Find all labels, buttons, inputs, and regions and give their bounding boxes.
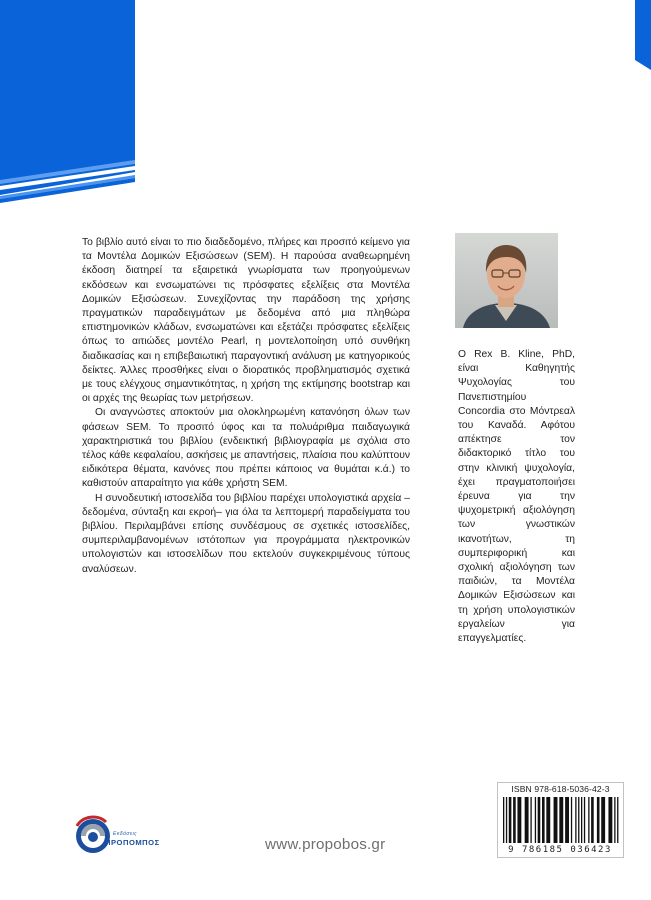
barcode-bar	[535, 797, 536, 843]
barcode-bars	[503, 797, 620, 847]
blurb-paragraph-2: Οι αναγνώστες αποκτούν μια ολοκληρωμένη κατανόηση όλων των φάσεων SEM. Το προσιτό ύφος και τα πολυάριθμα παιδαγωγικά χαρακτηριστικά του βιβλίου (ενδεικτική βιβλιογραφία με σχόλια στο τέλος κάθε κεφαλαίου, ασκήσεις με απαντήσεις, πλαίσια που καλύπτουν ειδικότερα θέματα, κανόνες που πρέπει κάποιος να θυμάται κ.ά.) το καθιστούν απαραίτητο για κάθε χρήστη SEM.	[82, 407, 410, 490]
back-cover-blurb	[82, 236, 410, 577]
barcode-bar	[525, 797, 529, 843]
barcode-bar	[617, 797, 618, 843]
barcode-bar	[597, 797, 600, 843]
top-right-blue-strip	[635, 0, 651, 70]
blurb-paragraph-3: Η συνοδευτική ιστοσελίδα του βιβλίου παρέχει υπολογιστικά αρχεία –δεδομένα, σύνταξη και εκροή– για όλα τα λεπτομερή παραδείγματα του βιβλίου. Περιλαμβάνει επίσης συνδέσμους σε σχετικές ιστοσελίδες, συμπεριλαμβανομένων ιστότοπων για προγράμματα ηλεκτρονικών υπολογιστών και ιστοσελίδων που εκτελούν συγκεκριμένους τύπους αναλύσεων.	[82, 492, 410, 575]
barcode-bar	[588, 797, 589, 843]
barcode-bar	[614, 797, 615, 843]
barcode-bar	[530, 797, 531, 843]
barcode-bar	[608, 797, 612, 843]
barcode-bar	[584, 797, 585, 843]
barcode-bar	[559, 797, 563, 843]
publisher-name: ΠΡΟΠΟΜΠΟΣ	[105, 838, 160, 847]
blurb-paragraph-1: Το βιβλίο αυτό είναι το πιο διαδεδομένο, πλήρες και προσιτό κείμενο για τα Μοντέλα Δομικών Εξισώσεων (SEM). Η παρούσα αναθεωρημένη έκδοση διατηρεί τα εξαιρετικά γνωρίσματα των προηγούμενων εκδόσεων και ενσωματώνει τις πρόσφατες εξελίξεις στα Μοντέλα Δομικών Εξισώσεων. Συνεχίζοντας την παράδοση της χρήσης πραγματικών παραδειγμάτων με δεδομένα από μια πληθώρα επιστημονικών κλάδων, ενσωματώνει και εξετάζει πρόσφατες εξελίξεις όπως το αιτιώδες μοντέλο Pearl, η μοντελοποίηση υπό συνθήκη διαδικασίας και η επιβεβαιωτική παραγοντική ανάλυση με κατηγορικούς δείκτες. Άλλες προσθήκες είναι ο διορατικός προβληματισμός σχετικά με τους ελέγχους σημαντικότητας, η χρήση της εκτίμησης bootstrap και οι αρχές της θεωρίας των μετρήσεων.	[82, 237, 410, 405]
barcode-bar	[509, 797, 512, 843]
barcode-bar	[601, 797, 605, 843]
barcode-bar	[513, 797, 516, 843]
barcode-bar	[538, 797, 541, 843]
author-bio: Ο Rex B. Kline, PhD, είναι Καθηγητής Ψυχολογίας του Πανεπιστημίου Concordia στο Μόντρεαλ του Καναδά. Αφότου απέκτησε τον διδακτορικό τίτλο του στην κλινική ψυχολογία, έχει πραγματοποιήσει έρευνα για την ψυχομετρική αξιολόγηση των γνωστικών ικανοτήτων, τη συμπεριφορική και σχολική αξιολόγηση των παιδιών, τα Μοντέλα Δομικών Εξισώσεων και τη χρήση υπολογιστικών εργαλείων για επαγγελματίες.	[458, 349, 575, 645]
barcode-bar	[554, 797, 558, 843]
barcode-bar	[591, 797, 594, 843]
barcode-bar	[517, 797, 521, 843]
barcode-bar	[578, 797, 579, 843]
barcode-bar	[506, 797, 507, 843]
barcode-bar	[571, 797, 572, 843]
barcode-bar	[546, 797, 550, 843]
barcode-bar	[565, 797, 569, 843]
barcode-bar	[575, 797, 576, 843]
author-photo	[455, 233, 558, 328]
barcode-digits: 9 786185 036423	[508, 845, 612, 855]
barcode-bar	[503, 797, 504, 843]
barcode-bar	[542, 797, 545, 843]
isbn-number: ISBN 978-618-5036-42-3	[511, 784, 610, 794]
publisher-subtitle: Εκδόσεις	[113, 831, 138, 837]
publisher-website: www.propobos.gr	[265, 836, 386, 853]
barcode-bar	[581, 797, 582, 843]
